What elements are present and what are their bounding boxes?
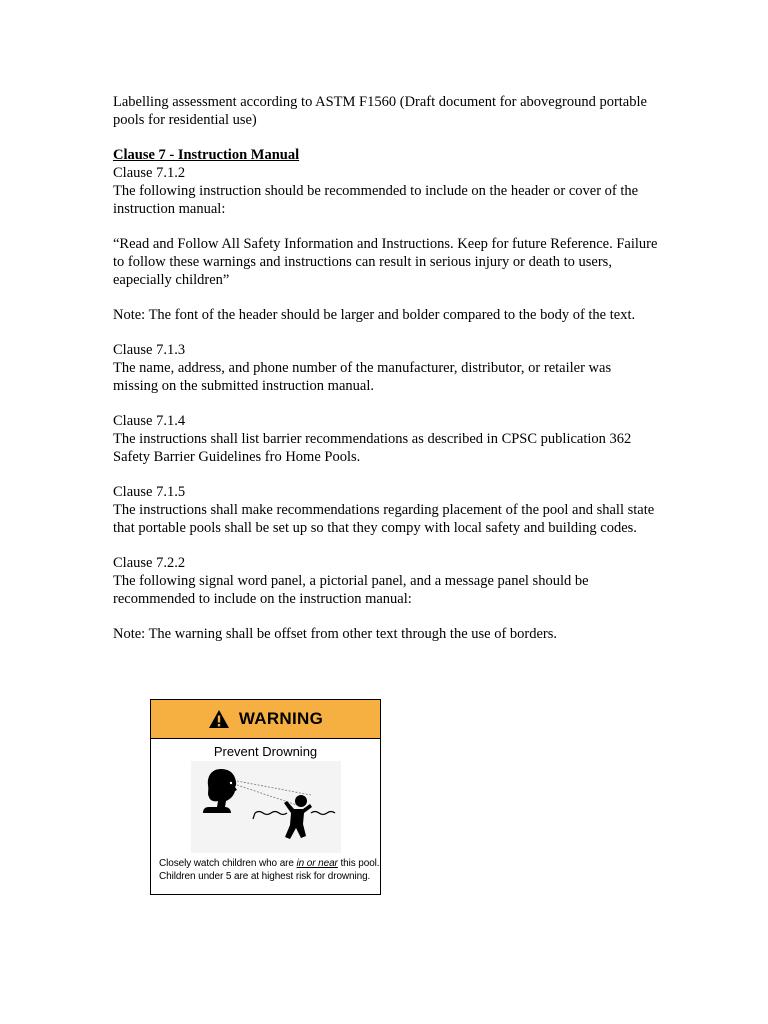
clause-body: The name, address, and phone number of the manufacturer, distributor, or retailer was missing on the submitted instruction manual.: [113, 360, 612, 394]
message-emphasis: in or near: [296, 858, 338, 869]
clause-id: Clause 7.1.5: [113, 484, 186, 500]
clause-id: Clause 7.1.2: [113, 165, 186, 181]
clause-body: The following instruction should be recommended to include on the header or cover of the instruction manual:: [113, 183, 639, 217]
document-body: [113, 93, 658, 643]
clause-body: The instructions shall list barrier recommendations as described in CPSC publication 362 Safety Barrier Guidelines fro Home Pools.: [113, 431, 632, 465]
section-heading: Clause 7 - Instruction Manual: [113, 147, 300, 163]
signal-word: WARNING: [238, 709, 324, 728]
drowning-child-pictogram: [191, 761, 341, 853]
clause-id: Clause 7.1.4: [113, 413, 186, 429]
message-text: Children under 5 are at highest risk for drowning.: [159, 871, 371, 882]
clause-note: Note: The font of the header should be larger and bolder compared to the body of the text.: [113, 307, 636, 323]
clause-id: Clause 7.1.3: [113, 342, 186, 358]
clause-note: Note: The warning shall be offset from other text through the use of borders.: [113, 626, 558, 642]
signal-word-panel: [151, 700, 380, 739]
alert-triangle-icon: [208, 709, 230, 729]
message-text: Closely watch children who are: [159, 858, 297, 869]
warning-panel-title: Prevent Drowning: [213, 744, 318, 759]
intro-paragraph: Labelling assessment according to ASTM F1560 (Draft document for aboveground portable pools for residential use): [113, 94, 647, 128]
clause-body: The instructions shall make recommendations regarding placement of the pool and shall state that portable pools shall be set up so that they compy with local safety and building codes.: [113, 502, 655, 536]
message-text: this pool.: [337, 858, 380, 869]
clause-id: Clause 7.2.2: [113, 555, 186, 571]
clause-quote: “Read and Follow All Safety Information and Instructions. Keep for future Reference. Failure to follow these warnings and instructions can result in serious injury or death to users, eapecially children”: [113, 236, 658, 288]
clause-body: The following signal word panel, a pictorial panel, and a message panel should be recommended to include on the instruction manual:: [113, 573, 589, 607]
warning-label: [150, 699, 381, 895]
warning-message: [151, 857, 380, 883]
